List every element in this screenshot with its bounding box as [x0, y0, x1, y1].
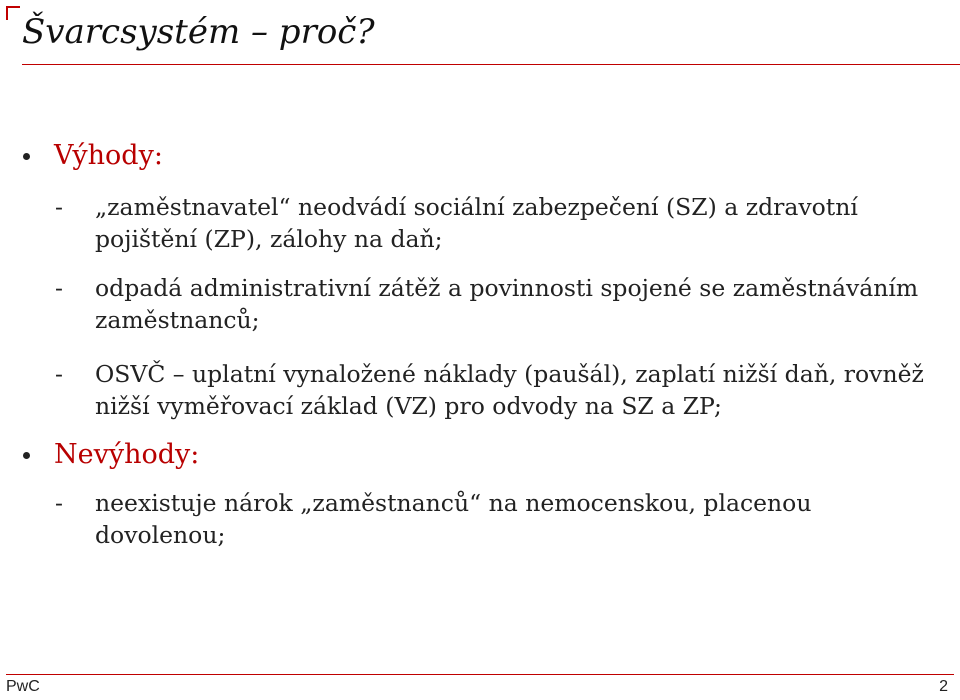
advantage-item-1 — [55, 191, 945, 255]
advantages-heading-label: Výhody: — [54, 140, 163, 171]
slide-title: Švarcsystém – proč? — [22, 12, 375, 52]
bullet-icon — [23, 452, 30, 459]
disadvantages-heading-label: Nevýhody: — [54, 439, 200, 470]
dash-marker: - — [55, 274, 63, 302]
disadvantage-item-1 — [55, 487, 945, 551]
advantage-item-text: odpadá administrativní zátěž a povinnosti spojené se zaměstnáváním zaměstnanců; — [95, 274, 919, 334]
corner-mark — [6, 6, 20, 20]
footer-brand: PwC — [6, 678, 40, 695]
footer-divider — [6, 674, 954, 675]
title-divider — [22, 64, 960, 65]
dash-marker: - — [55, 193, 63, 221]
bullet-icon — [23, 153, 30, 160]
disadvantages-heading — [18, 437, 199, 473]
slide-footer — [0, 674, 960, 700]
advantage-item-text: „zaměstnavatel“ neodvádí sociální zabezpečení (SZ) a zdravotní pojištění (ZP), zálohy na daň; — [95, 193, 858, 253]
advantages-heading — [18, 138, 163, 174]
dash-marker: - — [55, 489, 63, 517]
advantage-item-text: OSVČ – uplatní vynaložené náklady (paušál), zaplatí nižší daň, rovněž nižší vyměřovací základ (VZ) pro odvody na SZ a ZP; — [95, 360, 924, 420]
advantage-item-3 — [55, 358, 945, 422]
disadvantage-item-text: neexistuje nárok „zaměstnanců“ na nemocenskou, placenou dovolenou; — [95, 489, 812, 549]
dash-marker: - — [55, 360, 63, 388]
advantage-item-2 — [55, 272, 945, 336]
page-number: 2 — [939, 678, 948, 695]
